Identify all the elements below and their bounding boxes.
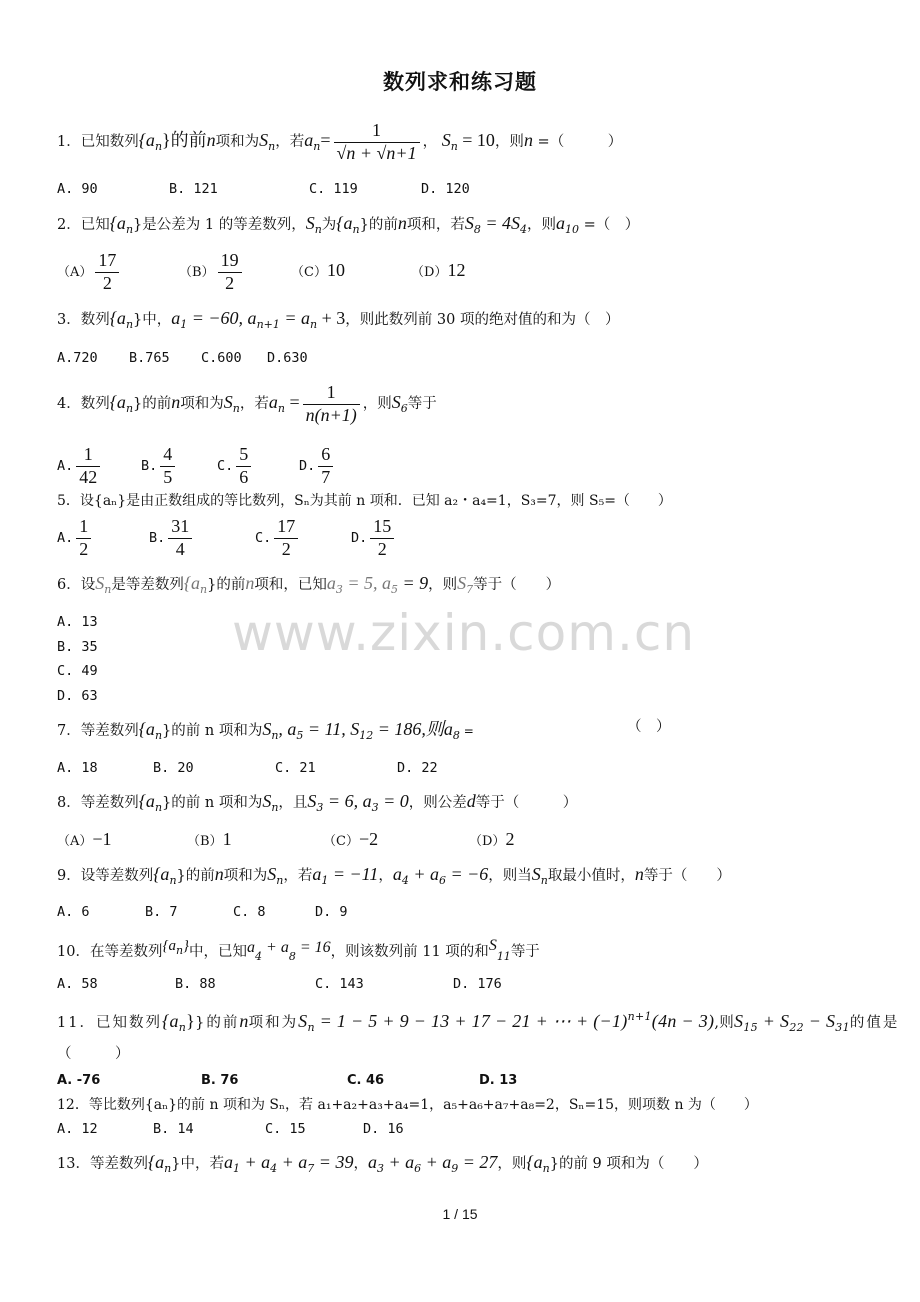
q10-seq: {a [162,938,176,954]
q1-options [57,181,470,197]
q5-opt-c-label: C. [255,530,272,547]
q8-opt-a-label: （A） [57,834,93,849]
q11-text2: 项和为 [248,1015,299,1031]
q11-seq: {a [161,1011,179,1031]
q4-frac-num: 1 [326,382,336,402]
q6-stem: 6．设 [57,577,96,593]
question-6: 6．设$S_n$是等差数列$\{a_n\}$的前n项和，已知$a_3 = 5$, $a_5 = 9$，则$S_7$等于（ ） [57,573,561,596]
q9-plus: + a [408,864,439,884]
q7-a5: , a [278,719,297,739]
q1-S2: S [441,130,451,151]
q4-opt-c-den: 6 [236,466,251,489]
q10-option-b[interactable]: B. 88 [175,976,216,992]
q5-opt-d-den: 2 [370,538,394,561]
q1-n: n [206,130,216,151]
q6-text: 是等差数列 [111,577,184,593]
q9-option-d[interactable]: D. 9 [315,904,348,920]
q2-eq: = 4S [480,213,520,233]
q6-n: n [245,573,255,593]
q5-opt-b-den: 4 [168,538,192,561]
q8-seq: {a [138,791,155,811]
q1-option-c[interactable]: C. 119 [309,181,358,197]
q9-Sn: S [531,864,541,884]
q4-opt-a-num: 1 [83,444,93,464]
q7-eq2: = 186,则a [373,719,453,739]
q9-text: }的前 [176,868,215,884]
q2-text2: 为 [321,217,337,233]
q5-option-b[interactable] [149,516,255,560]
q1-paren: =（ ） [532,134,623,151]
q10-a4: a [247,939,256,956]
q3-options [57,350,308,366]
q3-text2: ，则此数列前 30 项的绝对值的和为（ ） [345,312,620,328]
q9-text2: 项和为 [223,868,268,884]
q2-opt-a-num: 17 [98,250,117,270]
q10-option-d[interactable]: D. 176 [453,976,502,992]
q5-opt-d-num: 15 [373,516,392,536]
question-1 [57,120,622,164]
q8-option-c[interactable] [323,829,469,851]
q4-seq: {a [109,392,126,413]
q4-opt-b-num: 4 [163,444,173,464]
q1-n2: n [523,130,533,151]
q11-then: ,则 [714,1015,735,1031]
q11-option-b[interactable]: B. 76 [201,1073,239,1088]
q7-stem: 7．等差数列 [57,723,139,739]
q9-a1: a [312,864,322,884]
q2-text3: }的前 [359,217,398,233]
q1-option-d[interactable]: D. 120 [421,181,470,197]
q2-opt-d-label: （D） [411,265,448,281]
q13-seq2: {a [526,1152,543,1172]
q4-opt-a-frac [76,444,100,488]
q6-a3: a [326,573,336,593]
q10-stem: 10．在等差数列 [57,944,163,960]
q9-n2: n [634,864,644,884]
q2-option-c[interactable] [291,260,411,282]
q11-S15: S [734,1011,744,1031]
q10-equals: 等于 [510,944,540,960]
q5-options [57,516,397,560]
q4-fraction [303,382,360,426]
q7-seq: {a [138,719,155,739]
q2-text: }是公差为 1 的等差数列， [133,217,306,233]
question-13: 13．等差数列$\{a_n\}$中，若$a_1 + a_4 + a_7 = 39$，$a_3 + a_6 + a_9 = 27$，则$\{a_n\}$的前 9 项和为（ ） [57,1152,708,1175]
q4-S: S [223,392,233,413]
q1-val: = 10 [457,130,495,151]
q11-option-c[interactable]: C. 46 [347,1073,385,1088]
q10-options [57,976,502,992]
q4-S6: S [391,392,401,413]
q9-paren: 等于（ ） [643,868,731,884]
q6-text3: 项和，已知 [254,577,327,593]
q11-term: (4n − 3) [651,1011,715,1031]
page-title: 数列求和练习题 [383,70,537,94]
question-2: 2．已知$\{a_n\}$是公差为 1 的等差数列，$S_n$为$\{a_n\}$的前n项和，若$S_8 = 4S_4$，则$a_{10}$ =（ ） [57,213,640,236]
q1-sub3: n [313,140,321,154]
q9-text3: ，若 [283,868,313,884]
q10-option-c[interactable]: C. 143 [315,976,364,992]
q3-option-b[interactable]: B.765 [129,350,170,366]
q4-opt-d-num: 6 [321,444,331,464]
q7-options [57,760,438,776]
q4-opt-b-label: B. [141,458,158,475]
q2-opt-a-label: （A） [57,265,93,281]
q3-text: }中， [133,312,172,328]
q2-option-b[interactable] [179,250,291,294]
q9-n: n [214,864,224,884]
q1-frac-den: √n + √n+1 [334,142,420,165]
q2-then: ，则 [526,217,556,233]
q1-fraction [334,120,420,164]
q2-S: S [305,213,315,233]
q12-option-c[interactable]: C. 15 [265,1121,306,1137]
q4-option-d[interactable] [299,444,336,488]
q4-frac-den: n(n+1) [303,404,360,427]
q13-paren: }的前 9 项和为（ ） [549,1156,708,1172]
q6-eq2: = 9 [398,573,429,593]
q2-opt-b-frac [218,250,242,294]
q6-option-c[interactable]: C. 49 [57,663,98,679]
q4-text: }的前 [133,396,172,413]
q7-eq: = 11, S [303,719,360,739]
q6-S: S [95,573,105,593]
q1-text: }的前 [162,130,207,151]
q2-a10: a [555,213,565,233]
q6-option-a[interactable]: A. 13 [57,614,98,630]
q12-option-a[interactable]: A. 12 [57,1121,98,1137]
q9-options [57,904,348,920]
q8-opt-d-val: 2 [505,829,515,849]
q1-stem: 1．已知数列 [57,134,139,151]
question-12: 12．等比数列{aₙ}的前 n 项和为 Sₙ，若 a₁+a₂+a₃+a₄=1，a₅+a₆+a₇+a₈=2，Sₙ=15，则项数 n 为（ ） [57,1097,758,1113]
q1-frac-num: 1 [372,120,382,140]
q6-text2: }的前 [207,577,246,593]
q2-seq: {a [109,213,126,233]
q11-S: S [298,1011,308,1031]
q9-stem: 9．设等差数列 [57,868,154,884]
q9-eq2: = −6 [445,864,489,884]
q2-opt-d-val: 12 [447,260,466,281]
q10-option-a[interactable]: A. 58 [57,976,98,992]
question-5: 5．设{aₙ}是由正数组成的等比数列，Sₙ为其前 n 项和．已知 a₂・a₄=1，S₃=7，则 S₅=（ ） [57,493,672,509]
q11-sum: = 1 − 5 + 9 − 13 + 17 − 21 + ⋯ + (−1) [314,1011,628,1031]
q6-eq: = 5, a [342,573,392,593]
q9-comma: ， [378,868,393,884]
question-9: 9．设等差数列$\{a_n\}$的前n项和为$S_n$，若$a_1 = -11$，$a_4 + a_6 = -6$，则当$S_n$取最小值时，n等于（ ） [57,864,731,887]
q1-sub: n [154,140,163,154]
q1-seq: {a [138,130,155,151]
q2-opt-a-frac [95,250,119,294]
q2-opt-a-den: 2 [95,272,119,295]
q11-option-d[interactable]: D. 13 [479,1073,518,1088]
q7-option-b[interactable]: B. 20 [153,760,194,776]
q7-S: S [262,719,272,739]
q4-opt-c-label: C. [217,458,234,475]
q1-sub4: n [450,140,458,154]
q5-option-d[interactable] [351,516,397,560]
q3-seq: {a [109,308,126,328]
q5-opt-a-den: 2 [76,538,91,561]
q6-then: ，则 [428,577,458,593]
q4-opt-a-label: A. [57,458,74,475]
q1-option-a[interactable]: A. 90 [57,181,98,197]
q1-comma: ， [422,134,438,151]
q9-text4: ，则当 [488,868,532,884]
q13-plus3: + a [383,1152,415,1172]
q4-n: n [171,392,181,413]
q13-then: ，则 [497,1156,527,1172]
q8-option-a[interactable] [57,829,187,851]
q4-opt-d-den: 7 [318,466,333,489]
q7-option-a[interactable]: A. 18 [57,760,98,776]
q5-opt-a-num: 1 [79,516,89,536]
q13-a1: a [223,1152,233,1172]
question-7: 7．等差数列$\{a_n\}$的前 n 项和为$S_n$, $a_5 = 11$, $S_{12} = 186$,则$a_8$ = （ ） [57,719,671,742]
question-8: 8．等差数列$\{a_n\}$的前 n 项和为$S_n$，且$S_3 = 6$, $a_3 = 0$，则公差d等于（ ） [57,791,578,814]
question-11: 11．已知数列$\{a_n\}$}的前n项和为$S_n = 1 - 5 + 9 - 13 + 17 - 21$ + ⋯ + $(-1)^{n+1}(4n - 3)$,则$S_{15} + S_{22} - S_{31}$的值是 [57,1010,900,1034]
q12-option-b[interactable]: B. 14 [153,1121,194,1137]
q13-plus2: + a [277,1152,308,1172]
q5-option-c[interactable] [255,516,351,560]
q13-plus1: + a [239,1152,271,1172]
q9-a4: a [392,864,402,884]
q2-seq2: {a [336,213,353,233]
q13-a3: a [367,1152,377,1172]
q1-text2: 项和为 [215,134,260,151]
q3-stem: 3．数列 [57,312,110,328]
q2-opt-b-num: 19 [220,250,239,270]
q4-opt-d-label: D. [299,458,316,475]
q12-option-d[interactable]: D. 16 [363,1121,404,1137]
q8-S3: S [307,791,317,811]
watermark: www.zixin.com.cn [232,604,696,662]
q13-seq: {a [147,1152,165,1172]
q10-text: 中，已知 [189,944,248,960]
page-number: 1 / 15 [442,1206,478,1222]
q11-option-a[interactable]: A. -76 [57,1073,101,1088]
q5-option-a[interactable] [57,516,149,560]
q2-opt-c-label: （C） [291,265,327,281]
q4-text2: 项和为 [180,396,224,413]
q13-eq2: = 27 [458,1152,498,1172]
q9-option-c[interactable]: C. 8 [233,904,266,920]
q1-eq: = [320,130,331,151]
question-10: 10．在等差数列{an}中，已知$a_4 + a_8 = 16$，则该数列前 11 项的和$S_{11}$等于 [57,937,540,963]
q4-a: a [268,392,278,413]
q8-opt-d-label: （D） [469,834,506,849]
q5-opt-d-label: D. [351,530,368,547]
q3-a1: a [171,308,181,328]
q4-opt-a-den: 42 [76,466,100,489]
q7-option-c[interactable]: C. 21 [275,760,316,776]
q1-option-b[interactable]: B. 121 [169,181,218,197]
q8-option-d[interactable] [469,829,514,851]
q8-opt-c-val: −2 [358,829,379,849]
q7-text: }的前 n 项和为 [162,723,263,739]
q8-opt-c-label: （C） [323,834,359,849]
q4-opt-c-frac [236,444,251,488]
q8-opt-a-val: −1 [92,829,112,849]
q11-exp: n+1 [627,1010,652,1023]
question-3: 3．数列$\{a_n\}$中，$a_1 = -60$, $a_{n+1} = a_n + 3$，则此数列前 30 项的绝对值的和为（ ） [57,308,620,331]
q11-minus: − S [803,1011,836,1031]
q5-opt-b-label: B. [149,530,166,547]
q11-paren: （ ） [57,1046,130,1062]
q1-sub2: n [268,140,276,154]
q11-plus: + S [757,1011,790,1031]
q2-options [57,250,465,294]
q10-brace: } [183,938,190,954]
q8-options [57,829,514,851]
q5-opt-b-frac [168,516,192,560]
q5-opt-c-den: 2 [274,538,298,561]
q8-eq: = 6, a [323,791,372,811]
q4-eq: = [284,392,300,413]
q6-option-d[interactable]: D. 63 [57,688,98,704]
q4-stem: 4．数列 [57,396,110,413]
q8-text: }的前 n 项和为 [162,795,263,811]
q3-eq2: = a [279,308,311,328]
q2-S8: S [464,213,474,233]
q10-text2: ，则该数列前 11 项的和 [330,944,489,960]
q13-comma: ， [353,1156,368,1172]
q9-eq: = −11 [328,864,379,884]
q5-opt-d-frac [370,516,394,560]
q8-paren: 等于（ ） [475,795,578,811]
q3-option-c[interactable]: C.600 [201,350,242,366]
q6-seq: {a [183,573,201,593]
q4-then: ，则 [362,396,392,413]
q9-option-a[interactable]: A. 6 [57,904,90,920]
q9-S: S [267,864,277,884]
q13-stem: 13．等差数列 [57,1156,148,1172]
q11-stem: 11．已知数列 [57,1015,162,1031]
q9-seq: {a [153,864,170,884]
q2-opt-b-label: （B） [179,265,215,281]
q8-opt-b-val: 1 [222,829,232,849]
q10-S: S [488,937,497,954]
question-4: 4．数列$\{a_n\}$的前n项和为$S_n$，若$a_n$ = $\frac{1}{n(n+1)}$ ，则$S_6$等于 [57,382,437,425]
q4-opt-c-num: 5 [239,444,249,464]
q2-paren: =（ ） [578,217,640,233]
q4-opt-b-den: 5 [160,466,175,489]
q4-equals: 等于 [407,396,437,413]
q11-text: }的前 [195,1015,240,1031]
q4-options [57,444,336,488]
q6-S7: S [457,573,467,593]
q11-n: n [239,1011,249,1031]
q8-text3: ，则公差 [408,795,467,811]
q5-opt-c-frac [274,516,298,560]
q10-plus: + a [262,939,289,956]
q1-then: ，则 [494,134,524,151]
q9-option-b[interactable]: B. 7 [145,904,178,920]
q8-option-b[interactable] [187,829,323,851]
q4-text3: ，若 [239,396,269,413]
q13-plus4: + a [421,1152,452,1172]
q8-S: S [262,791,272,811]
q8-stem: 8．等差数列 [57,795,139,811]
q2-option-a[interactable] [57,250,179,294]
q5-opt-a-frac [76,516,91,560]
q2-stem: 2．已知 [57,217,110,233]
q4-option-b[interactable] [141,444,217,488]
q2-opt-b-den: 2 [218,272,242,295]
q4-option-c[interactable] [217,444,299,488]
q2-option-d[interactable] [411,260,465,282]
q13-text: }中，若 [171,1156,224,1172]
q6-paren: 等于（ ） [473,577,561,593]
q2-text4: 项和，若 [406,217,465,233]
q12-options [57,1121,404,1137]
q7-eqsign: = [459,724,474,738]
q2-opt-c-val: 10 [326,260,345,281]
q9-text5: 取最小值时， [547,868,635,884]
q13-eq: = 39 [314,1152,354,1172]
q8-d: d [466,791,476,811]
q8-eq2: = 0 [378,791,409,811]
q8-opt-b-label: （B） [187,834,223,849]
q7-paren: （ ） [627,719,671,735]
q4-option-a[interactable] [57,444,141,488]
q11-value: 的值是 [849,1015,900,1031]
q5-opt-a-label: A. [57,530,74,547]
q3-option-a[interactable]: A.720 [57,350,98,366]
q4-opt-d-frac [318,444,333,488]
q4-opt-b-frac [160,444,175,488]
q1-a: a [304,130,314,151]
q5-opt-b-num: 31 [171,516,190,536]
q3-plus: + 3 [317,308,346,328]
q7-option-d[interactable]: D. 22 [397,760,438,776]
q2-n: n [397,213,407,233]
q1-text3: ，若 [275,134,305,151]
q3-eq: = −60, a [187,308,257,328]
q10-eq: = 16 [295,939,331,956]
q11-options [57,1073,517,1089]
q8-text2: ，且 [278,795,308,811]
q3-option-d[interactable]: D.630 [267,350,308,366]
q5-opt-c-num: 17 [277,516,296,536]
q6-option-b[interactable]: B. 35 [57,639,98,655]
q1-S: S [259,130,269,151]
